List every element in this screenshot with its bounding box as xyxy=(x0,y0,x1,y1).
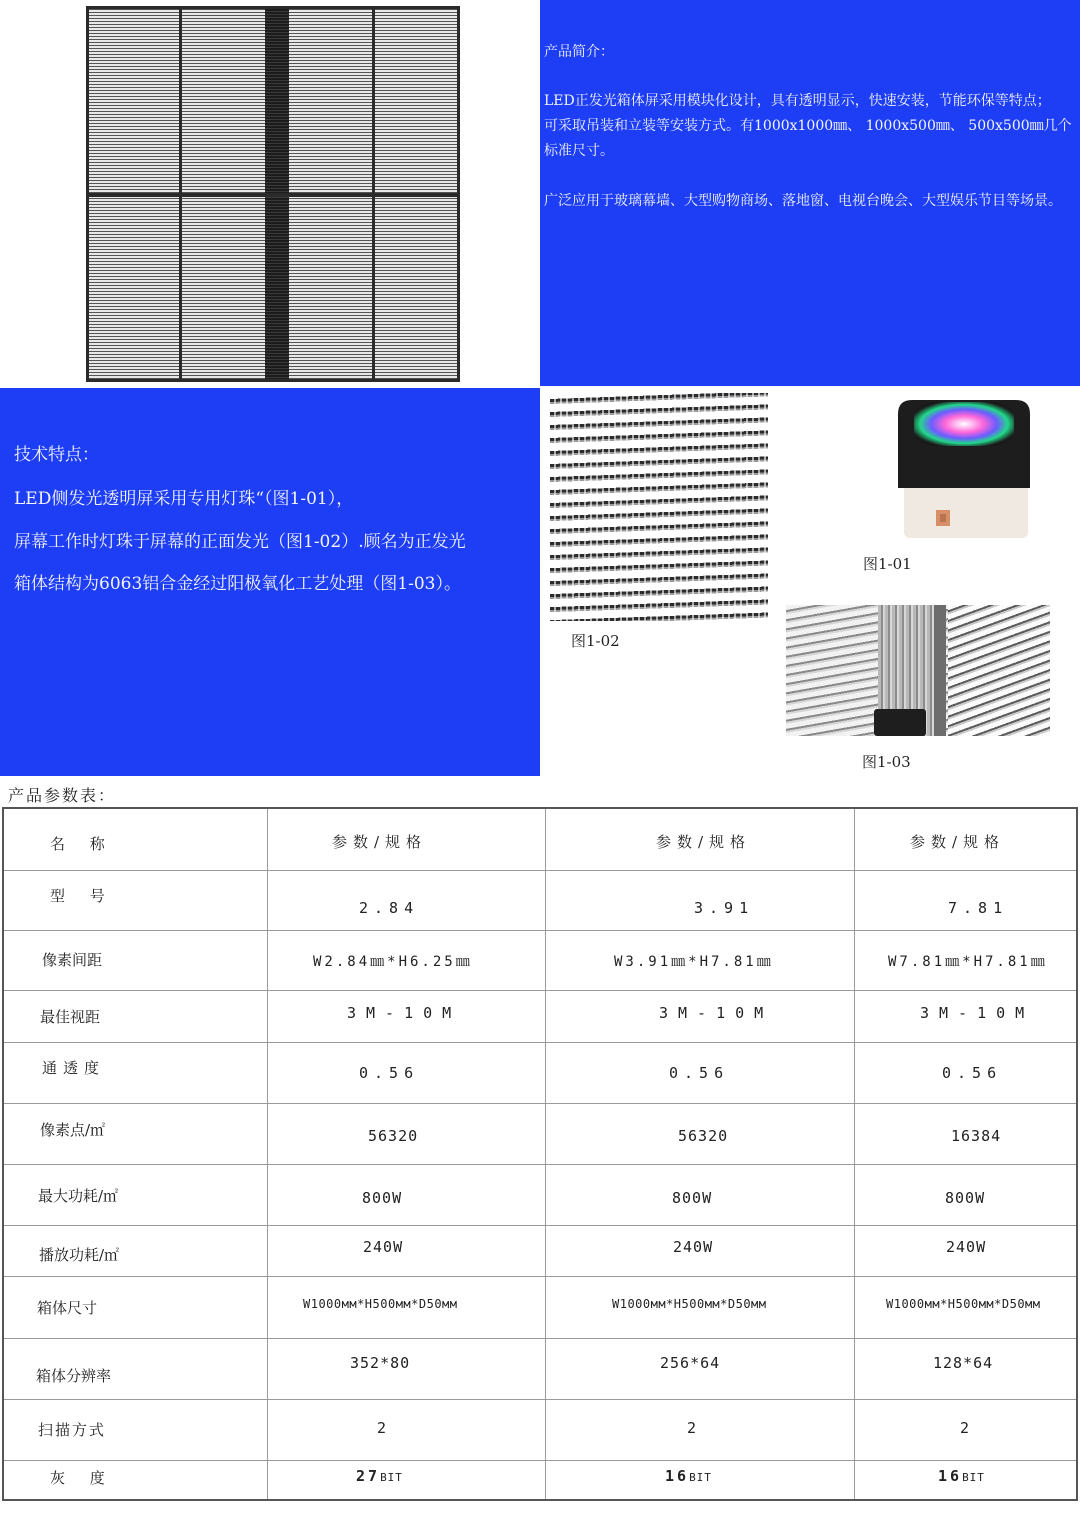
row-value: 800W xyxy=(945,1189,986,1207)
product-intro-panel xyxy=(540,0,1080,386)
row-value: 2 xyxy=(687,1419,697,1437)
row-label: 通透度 xyxy=(42,1059,106,1077)
header-name: 名 称 xyxy=(50,835,115,853)
row-value: 240W xyxy=(673,1238,714,1256)
row-value: 128*64 xyxy=(933,1354,994,1372)
table-row xyxy=(4,931,1076,991)
aluminum-profile-photo xyxy=(786,605,1050,736)
row-value: 7.81 xyxy=(948,899,1009,917)
row-value: W1000мм*H500мм*D50мм xyxy=(612,1297,767,1311)
row-label: 播放功耗/㎡ xyxy=(39,1246,120,1264)
tech-features-line: LED侧发光透明屏采用专用灯珠“（图1-01）， xyxy=(14,489,354,509)
row-value: 0.56 xyxy=(669,1064,730,1082)
row-value: 800W xyxy=(672,1189,713,1207)
row-value: 3.91 xyxy=(694,899,755,917)
tech-features-line: 屏幕工作时灯珠于屏幕的正面发光（图1-02）.顾名为正发光 xyxy=(14,532,466,552)
table-row xyxy=(4,1104,1076,1165)
row-value: 256*64 xyxy=(660,1354,721,1372)
header-spec: 参数/规格 xyxy=(332,833,428,851)
table-row xyxy=(4,1339,1076,1400)
row-value: 56320 xyxy=(678,1127,729,1145)
table-row xyxy=(4,1277,1076,1339)
header-spec: 参数/规格 xyxy=(656,833,752,851)
row-value: 27BIT xyxy=(356,1467,403,1485)
led-bead-photo xyxy=(890,392,1040,542)
row-value: 56320 xyxy=(368,1127,419,1145)
row-value: 3M-10M xyxy=(659,1004,774,1022)
led-strip-photo xyxy=(550,393,768,621)
row-label: 箱体分辨率 xyxy=(36,1367,112,1385)
figure-caption: 图1-01 xyxy=(863,555,912,573)
row-value: 2 xyxy=(960,1419,970,1437)
figure-caption: 图1-03 xyxy=(862,753,911,771)
row-value: W1000мм*H500мм*D50мм xyxy=(303,1297,458,1311)
row-value: 0.56 xyxy=(359,1064,420,1082)
row-label: 型 号 xyxy=(50,887,115,905)
spec-table-title: 产品参数表： xyxy=(8,786,117,805)
row-value: 240W xyxy=(946,1238,987,1256)
table-row xyxy=(4,1043,1076,1104)
row-value: 16BIT xyxy=(938,1467,985,1485)
row-label: 像素点/㎡ xyxy=(40,1121,106,1139)
spec-table xyxy=(2,807,1078,1501)
row-value: 3M-10M xyxy=(920,1004,1035,1022)
table-row xyxy=(4,1400,1076,1461)
row-label: 像素间距 xyxy=(42,951,103,969)
table-row xyxy=(4,1226,1076,1277)
led-cabinet-illustration xyxy=(86,6,460,382)
row-value: 240W xyxy=(363,1238,404,1256)
row-value: 3M-10M xyxy=(347,1004,462,1022)
row-value: 0.56 xyxy=(942,1064,1003,1082)
row-value: 16384 xyxy=(951,1127,1002,1145)
row-value: 800W xyxy=(362,1189,403,1207)
product-intro-heading: 产品简介： xyxy=(544,44,614,60)
row-label: 灰 度 xyxy=(50,1469,115,1487)
row-value: W7.81㎜*H7.81㎜ xyxy=(888,954,1048,970)
row-label: 扫描方式 xyxy=(38,1421,107,1439)
row-value: 2 xyxy=(377,1419,387,1437)
row-label: 箱体尺寸 xyxy=(37,1299,98,1317)
row-value: W1000мм*H500мм*D50мм xyxy=(886,1297,1041,1311)
table-row xyxy=(4,1461,1076,1499)
table-header-row xyxy=(4,809,1076,871)
row-value: 352*80 xyxy=(350,1354,411,1372)
tech-features-panel xyxy=(0,388,540,776)
row-label: 最大功耗/㎡ xyxy=(38,1187,119,1205)
figure-caption: 图1-02 xyxy=(571,632,620,650)
row-value: W2.84㎜*H6.25㎜ xyxy=(313,954,473,970)
row-value: 2.84 xyxy=(359,899,420,917)
row-value: 16BIT xyxy=(665,1467,712,1485)
row-label: 最佳视距 xyxy=(40,1008,101,1026)
tech-features-heading: 技术特点： xyxy=(14,445,99,465)
row-value: W3.91㎜*H7.81㎜ xyxy=(614,954,774,970)
header-spec: 参数/规格 xyxy=(910,833,1006,851)
table-row xyxy=(4,991,1076,1043)
product-intro-text: LED正发光箱体屏采用模块化设计，具有透明显示，快速安装，节能环保等特点； 可采取吊装和立装等安装方式。有1000x1000㎜、 1000x500㎜、 500x500㎜几个标准尺寸。 广泛应用于玻璃幕墙、大型购物商场、落地窗、电视台晚会、大型娱乐节目等场景。 xyxy=(544,93,1072,209)
table-row xyxy=(4,1165,1076,1226)
table-row xyxy=(4,871,1076,931)
tech-features-line: 箱体结构为6063铝合金经过阳极氧化工艺处理（图1-03）。 xyxy=(14,574,461,594)
